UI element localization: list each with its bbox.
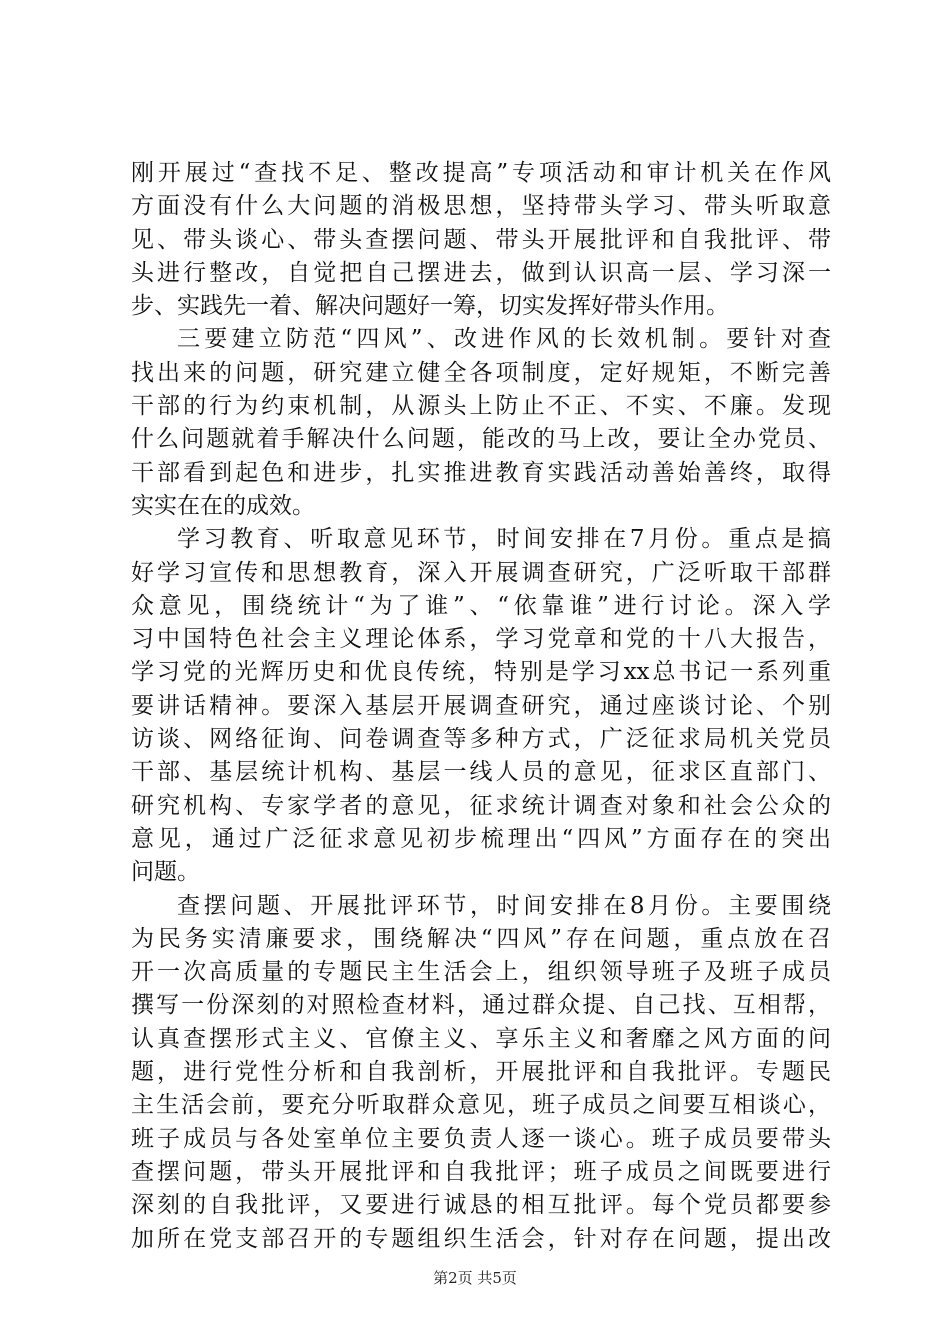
text-line: 好学习宣传和思想教育，深入开展调查研究，广泛听取干部群 — [131, 559, 831, 586]
text-line: 题，进行党性分析和自我剖析，开展批评和自我批评。专题民 — [131, 1059, 831, 1086]
text-line: 头进行整改，自觉把自己摆进去，做到认识高一层、学习深一 — [131, 259, 831, 286]
text-line: 干部、基层统计机构、基层一线人员的意见，征求区直部门、 — [131, 759, 831, 786]
text-line: 干部看到起色和进步，扎实推进教育实践活动善始善终，取得 — [131, 459, 831, 486]
text-line: 问题。 — [131, 859, 200, 886]
body-text — [131, 157, 831, 1256]
text-line: 要讲话精神。要深入基层开展调查研究，通过座谈讨论、个别 — [131, 692, 831, 719]
text-line: 深刻的自我批评，又要进行诚恳的相互批评。每个党员都要参 — [131, 1192, 831, 1219]
text-line: 认真查摆形式主义、官僚主义、享乐主义和奢靡之风方面的问 — [131, 1025, 831, 1052]
text-line: 方面没有什么大问题的消极思想，坚持带头学习、带头听取意 — [131, 193, 831, 220]
text-line: 开一次高质量的专题民主生活会上，组织领导班子及班子成员 — [131, 959, 831, 986]
text-line: 步、实践先一着、解决问题好一筹，切实发挥好带头作用。 — [131, 293, 729, 320]
text-line: 撰写一份深刻的对照检查材料，通过群众提、自己找、互相帮， — [131, 992, 831, 1019]
text-line: 找出来的问题，研究建立健全各项制度，定好规矩，不断完善 — [131, 359, 831, 386]
page-number: 第2页 共5页 — [433, 1269, 517, 1287]
text-line: 为民务实清廉要求，围绕解决“四风”存在问题，重点放在召 — [131, 925, 831, 952]
text-line: 班子成员与各处室单位主要负责人逐一谈心。班子成员要带头 — [131, 1125, 831, 1152]
text-line: 见、带头谈心、带头查摆问题、带头开展批评和自我批评、带 — [131, 226, 831, 253]
text-line: 刚开展过“查找不足、整改提高”专项活动和审计机关在作风 — [131, 160, 831, 186]
paragraph-first-line: 学习教育、听取意见环节，时间安排在7月份。重点是搞 — [177, 526, 831, 553]
text-line: 意见，通过广泛征求意见初步梳理出“四风”方面存在的突出 — [131, 825, 831, 852]
text-line: 习中国特色社会主义理论体系，学习党章和党的十八大报告， — [131, 626, 831, 653]
text-line: 访谈、网络征询、问卷调查等多种方式，广泛征求局机关党员 — [131, 726, 831, 753]
text-line: 研究机构、专家学者的意见，征求统计调查对象和社会公众的 — [131, 792, 831, 819]
paragraph-first-line: 查摆问题、开展批评环节，时间安排在8月份。主要围绕 — [177, 892, 831, 919]
text-line: 主生活会前，要充分听取群众意见，班子成员之间要互相谈心， — [131, 1092, 831, 1119]
text-line: 什么问题就着手解决什么问题，能改的马上改，要让全办党员、 — [131, 426, 831, 453]
text-line: 众意见，围绕统计“为了谁”、“依靠谁”进行讨论。深入学 — [131, 592, 831, 619]
text-line: 学习党的光辉历史和优良传统，特别是学习xx总书记一系列重 — [131, 659, 831, 686]
text-line: 加所在党支部召开的专题组织生活会，针对存在问题，提出改 — [131, 1225, 831, 1252]
page-footer — [0, 1268, 950, 1288]
paragraph-first-line: 三要建立防范“四风”、改进作风的长效机制。要针对查 — [177, 326, 831, 353]
text-line: 查摆问题，带头开展批评和自我批评；班子成员之间既要进行 — [131, 1158, 831, 1185]
text-line: 干部的行为约束机制，从源头上防止不正、不实、不廉。发现 — [131, 393, 831, 420]
text-line: 实实在在的成效。 — [131, 492, 315, 519]
